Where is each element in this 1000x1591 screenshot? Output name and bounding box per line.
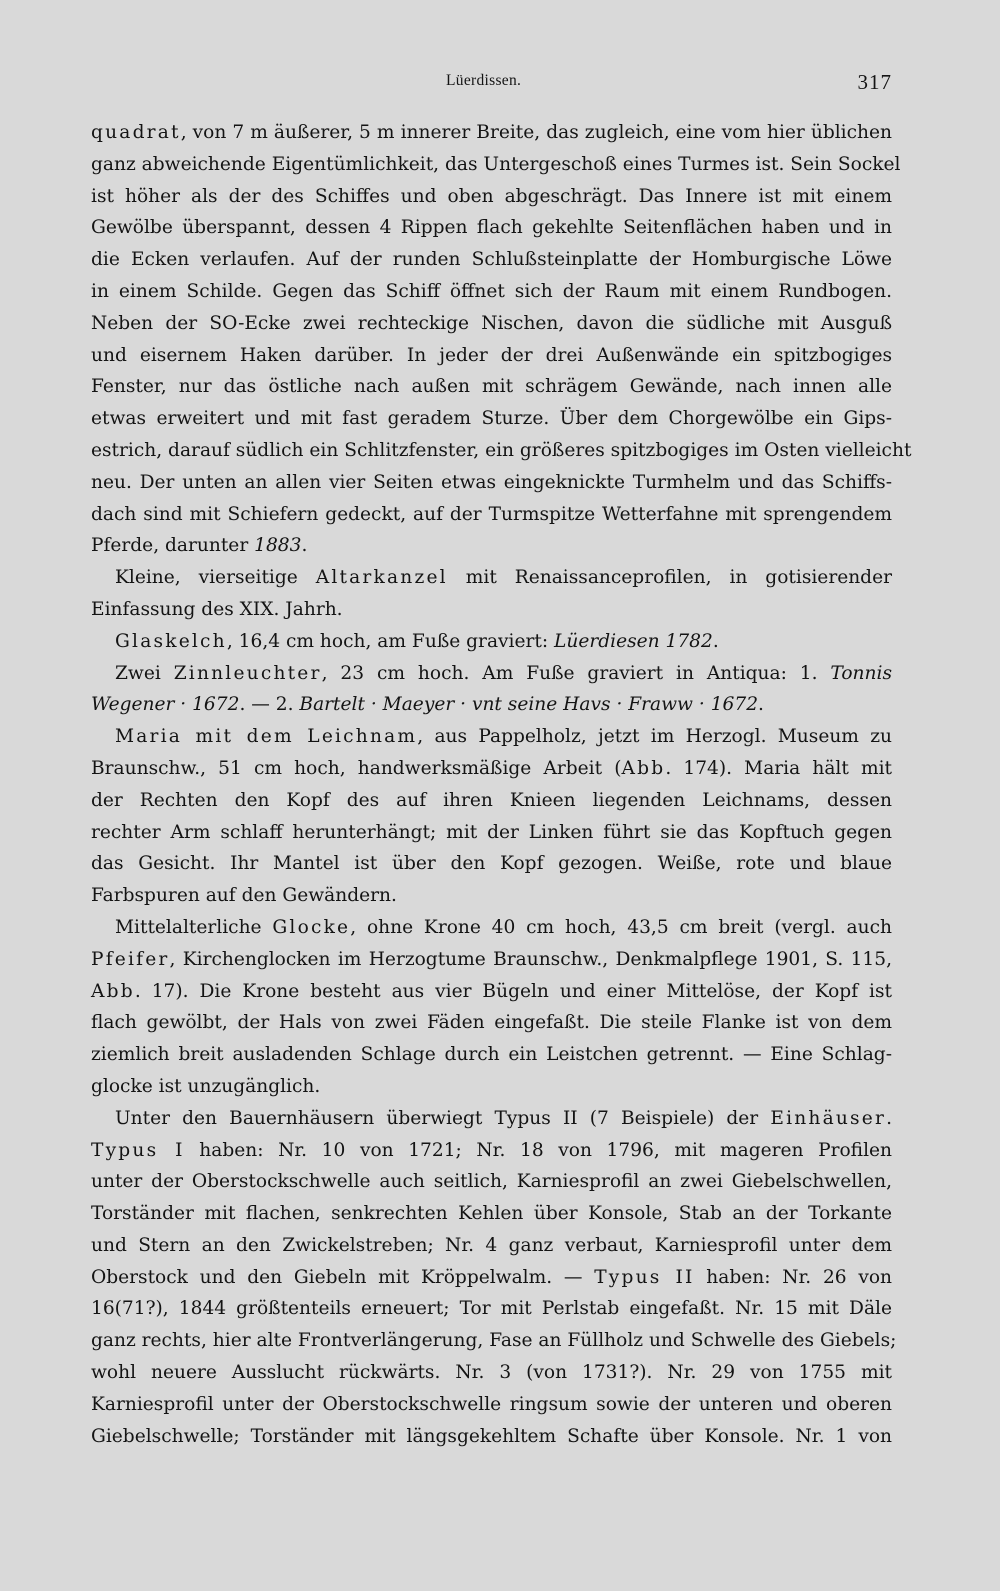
spaced-term: Abb bbox=[621, 757, 666, 779]
text-run: neu. Der unten an allen vier Seiten etwas eingeknickte Turmhelm und das Schiffs- bbox=[91, 471, 892, 493]
text-run: wohl neuere Ausslucht rückwärts. Nr. 3 (von 1731?). Nr. 29 von 1755 mit bbox=[91, 1362, 892, 1384]
running-title: Lüerdissen. bbox=[446, 72, 522, 89]
text-line bbox=[91, 562, 892, 594]
text-run: Unter den Bauernhäusern überwiegt Typus II (7 Beispiele) der bbox=[115, 1107, 771, 1129]
text-line bbox=[91, 817, 892, 849]
spaced-term: Typus I bbox=[91, 1139, 185, 1161]
text-run: Mittelalterliche bbox=[115, 916, 273, 938]
text-run: mit Renaissanceprofilen, in gotisierender bbox=[447, 567, 892, 589]
text-run: Pferde, darunter bbox=[91, 535, 255, 557]
text-run: . bbox=[301, 535, 308, 557]
text-run: , ohne Krone 40 cm hoch, 43,5 cm breit (vergl. auch bbox=[350, 916, 892, 938]
text-run: , 23 cm hoch. Am Fuße graviert in Antiqua: 1. bbox=[321, 662, 831, 684]
text-line bbox=[91, 117, 892, 149]
text-line bbox=[91, 276, 892, 308]
paragraph bbox=[91, 626, 892, 658]
page-header bbox=[0, 70, 1000, 98]
spaced-term: Typus II bbox=[594, 1266, 695, 1288]
text-line bbox=[91, 848, 892, 880]
text-line bbox=[91, 1007, 892, 1039]
text-run: . 17). Die Krone besteht aus vier Bügeln und einer Mittelöse, der Kopf ist bbox=[134, 980, 892, 1002]
text-run: estrich, darauf südlich ein Schlitzfenster, ein größeres spitzbogiges im Osten vielleicht bbox=[91, 439, 912, 461]
text-run: flach gewölbt, der Hals von zwei Fäden eingefaßt. Die steile Flanke ist von dem bbox=[91, 1012, 892, 1034]
paragraph bbox=[91, 912, 892, 1103]
paragraph bbox=[91, 562, 892, 626]
text-run: 16(71?), 1844 größtenteils erneuert; Tor mit Perlstab eingefaßt. Nr. 15 mit Däle bbox=[91, 1298, 892, 1320]
text-run: dach sind mit Schiefern gedeckt, auf der Turmspitze Wetterfahne mit sprengendem bbox=[91, 503, 892, 525]
text-run: in einem Schilde. Gegen das Schiff öffnet sich der Raum mit einem Rundbogen. bbox=[91, 280, 892, 302]
page-number: 317 bbox=[857, 70, 892, 94]
text-line bbox=[91, 689, 892, 721]
text-run: Gewölbe überspannt, dessen 4 Rippen flach gekehlte Seitenflächen haben und in bbox=[91, 217, 892, 239]
text-run: Neben der SO-Ecke zwei rechteckige Nischen, davon die südliche mit Ausguß bbox=[91, 312, 892, 334]
text-run: und eisernem Haken darüber. In jeder der drei Außenwände ein spitzbogiges bbox=[91, 344, 892, 366]
text-run: , aus Pappelholz, jetzt im Herzogl. Museum zu bbox=[417, 726, 892, 748]
text-line bbox=[91, 499, 892, 531]
text-line bbox=[91, 976, 892, 1008]
text-line bbox=[91, 149, 901, 181]
text-line bbox=[91, 1135, 892, 1167]
text-line bbox=[91, 1166, 892, 1198]
text-line bbox=[91, 340, 892, 372]
text-line bbox=[91, 1198, 892, 1230]
text-run: haben: Nr. 10 von 1721; Nr. 18 von 1796, mit mageren Profilen bbox=[184, 1139, 893, 1161]
text-run: glocke ist unzugänglich. bbox=[91, 1075, 321, 1097]
italic-inscription: Tonnis bbox=[830, 662, 892, 684]
text-run: . bbox=[758, 694, 764, 716]
text-run: die Ecken verlaufen. Auf der runden Schlußsteinplatte der Homburgische Löwe bbox=[91, 249, 892, 271]
text-run: . bbox=[712, 630, 719, 652]
italic-inscription: Bartelt · Maeyer · vnt seine Havs · Fraww · 1672 bbox=[299, 694, 759, 716]
text-line bbox=[91, 1325, 897, 1357]
italic-inscription: Lüerdiesen 1782 bbox=[554, 630, 713, 652]
text-run: ziemlich breit ausladenden Schlage durch ein Leistchen getrennt. — Eine Schlag- bbox=[91, 1044, 892, 1066]
spaced-term: Abb bbox=[91, 980, 135, 1002]
spaced-term: Glocke bbox=[272, 916, 351, 938]
paragraph bbox=[91, 658, 892, 722]
text-run: rechter Arm schlaff herunterhängt; mit der Linken führt sie das Kopftuch gegen bbox=[91, 821, 892, 843]
text-run: etwas erweitert und mit fast geradem Sturze. Über dem Chorgewölbe ein Gips- bbox=[91, 408, 892, 430]
text-run: ist höher als der des Schiffes und oben abgeschrägt. Das Innere ist mit einem bbox=[91, 185, 892, 207]
text-run: und Stern an den Zwickelstreben; Nr. 4 ganz verbaut, Karniesprofil unter dem bbox=[91, 1234, 892, 1256]
text-line bbox=[91, 1293, 892, 1325]
body-text bbox=[91, 117, 912, 1452]
text-line bbox=[91, 721, 892, 753]
text-run: ganz rechts, hier alte Frontverlängerung, Fase an Füllholz und Schwelle des Giebels; bbox=[91, 1330, 897, 1352]
text-line bbox=[91, 1103, 892, 1135]
text-line bbox=[91, 1071, 892, 1103]
text-run: haben: Nr. 26 von bbox=[694, 1266, 892, 1288]
text-run: Farbspuren auf den Gewändern. bbox=[91, 885, 397, 907]
spaced-term: Maria mit dem Leichnam bbox=[115, 726, 418, 748]
text-run: , 16,4 cm hoch, am Fuße graviert: bbox=[226, 630, 555, 652]
text-line bbox=[91, 658, 892, 690]
text-run: Oberstock und den Giebeln mit Kröppelwalm. — bbox=[91, 1266, 595, 1288]
text-run: das Gesicht. Ihr Mantel ist über den Kopf gezogen. Weiße, rote und blaue bbox=[91, 853, 892, 875]
text-line bbox=[91, 785, 892, 817]
text-line bbox=[91, 1357, 892, 1389]
text-run: . bbox=[886, 1107, 892, 1129]
text-line bbox=[91, 1230, 892, 1262]
spaced-term: Glaskelch bbox=[115, 630, 227, 652]
italic-inscription: 1883 bbox=[254, 535, 302, 557]
text-line bbox=[91, 403, 892, 435]
text-run: Fenster, nur das östliche nach außen mit schrägem Gewände, nach innen alle bbox=[91, 376, 892, 398]
text-run: Torständer mit flachen, senkrechten Kehlen über Konsole, Stab an der Torkante bbox=[91, 1203, 892, 1225]
text-line bbox=[91, 1262, 892, 1294]
paragraph bbox=[91, 721, 892, 912]
spaced-term: quadrat bbox=[91, 122, 181, 143]
text-run: Kleine, vierseitige bbox=[115, 567, 316, 589]
text-line bbox=[91, 753, 892, 785]
text-run: der Rechten den Kopf des auf ihren Knieen liegenden Leichnams, dessen bbox=[91, 789, 892, 811]
spaced-term: Pfeifer bbox=[91, 948, 170, 970]
text-run: . — 2. bbox=[239, 694, 300, 716]
italic-inscription: Wegener · 1672 bbox=[91, 694, 240, 716]
text-line bbox=[91, 435, 912, 467]
text-line bbox=[91, 880, 892, 912]
spaced-term: Einhäuser bbox=[770, 1107, 887, 1129]
text-line bbox=[91, 594, 892, 626]
text-run: Karniesprofil unter der Oberstockschwelle ringsum sowie der unteren und oberen bbox=[91, 1393, 892, 1415]
text-run: Braunschw., 51 cm hoch, handwerksmäßige Arbeit ( bbox=[91, 757, 622, 779]
text-run: , von 7 m äußerer, 5 m innerer Breite, das zugleich, eine vom hier üblichen bbox=[180, 122, 892, 143]
paragraph bbox=[91, 1103, 897, 1453]
text-run: Zwei bbox=[115, 662, 174, 684]
paragraph bbox=[91, 117, 912, 562]
text-run: Giebelschwelle; Torständer mit längsgekehltem Schafte über Konsole. Nr. 1 von bbox=[91, 1425, 892, 1447]
text-line bbox=[91, 626, 892, 658]
text-line bbox=[91, 308, 892, 340]
text-run: ganz abweichende Eigentümlichkeit, das Untergeschoß eines Turmes ist. Sein Sockel bbox=[91, 153, 901, 175]
spaced-term: Altarkanzel bbox=[315, 567, 448, 589]
text-line bbox=[91, 530, 892, 562]
text-line bbox=[91, 1421, 892, 1453]
text-line bbox=[91, 944, 892, 976]
text-run: , Kirchenglocken im Herzogtume Braunschw., Denkmalpflege 1901, S. 115, bbox=[169, 948, 892, 970]
text-run: unter der Oberstockschwelle auch seitlich, Karniesprofil an zwei Giebelschwellen, bbox=[91, 1171, 892, 1193]
text-line bbox=[91, 912, 892, 944]
text-line bbox=[91, 1039, 892, 1071]
text-line bbox=[91, 371, 892, 403]
text-run: . 174). Maria hält mit bbox=[665, 757, 893, 779]
text-run: Einfassung des XIX. Jahrh. bbox=[91, 598, 343, 620]
text-line bbox=[91, 467, 892, 499]
spaced-term: Zinnleuchter bbox=[173, 662, 322, 684]
text-line bbox=[91, 212, 892, 244]
text-line bbox=[91, 181, 892, 213]
text-line bbox=[91, 1389, 892, 1421]
text-line bbox=[91, 244, 892, 276]
